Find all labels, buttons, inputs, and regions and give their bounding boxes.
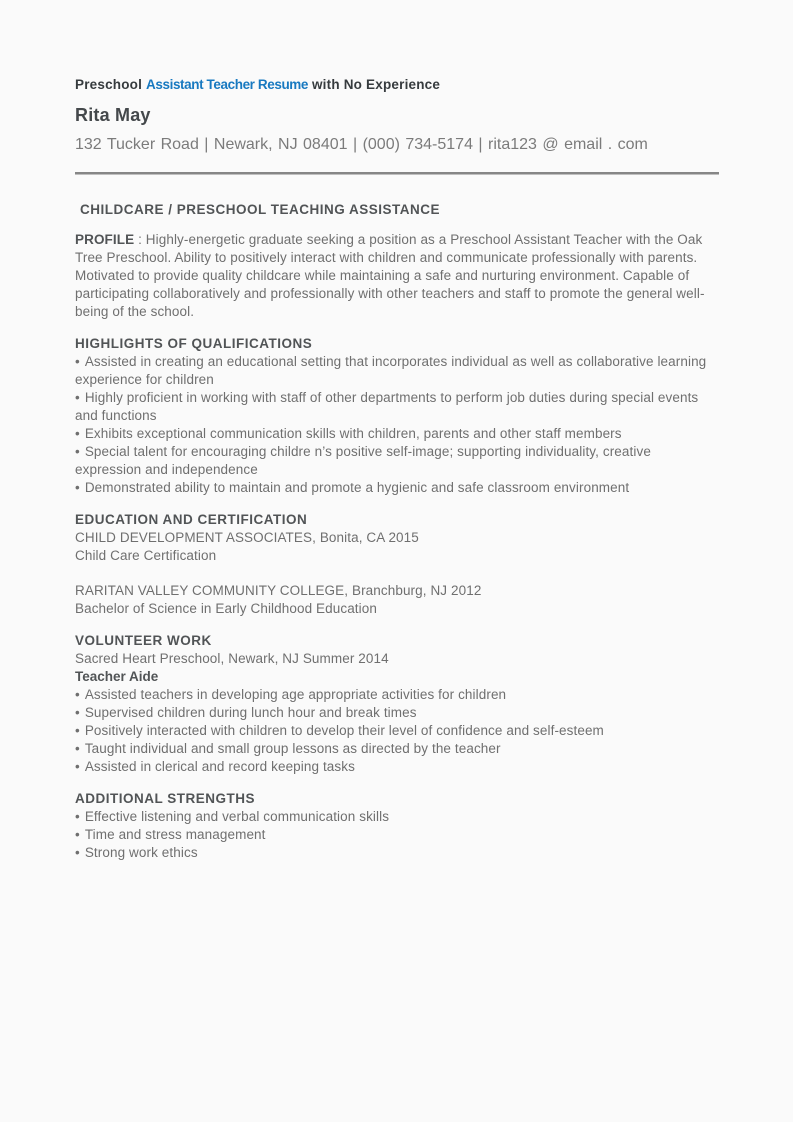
education-section (75, 511, 719, 618)
volunteer-list (75, 686, 719, 776)
education-entry (75, 529, 719, 565)
education-degree: Child Care Certification (75, 548, 217, 563)
education-degree: Bachelor of Science in Early Childhood Education (75, 601, 377, 616)
highlights-section (75, 335, 719, 497)
assistant-teacher-resume-link[interactable]: Assistant Teacher Resume (146, 77, 309, 92)
bullet-text: Assisted in clerical and record keeping tasks (84, 759, 355, 774)
resume-page (75, 76, 719, 862)
bullet-glyph: • (75, 845, 80, 860)
volunteer-organization: Sacred Heart Preschool, Newark, NJ Summer 2014 (75, 651, 389, 666)
candidate-name: Rita May (75, 105, 151, 125)
bullet-glyph: • (75, 741, 80, 756)
bullet-glyph: • (75, 426, 80, 441)
education-entry (75, 582, 719, 618)
highlights-list (75, 353, 719, 497)
profile-label: PROFILE (75, 232, 135, 247)
header-divider (75, 172, 719, 175)
bullet-item (75, 826, 719, 844)
education-list (75, 529, 719, 618)
bullet-glyph: • (75, 354, 80, 369)
bullet-glyph: • (75, 480, 80, 495)
bullet-item (75, 722, 719, 740)
bullet-item (75, 740, 719, 758)
bullet-item (75, 808, 719, 826)
bullet-text: Assisted teachers in developing age appropriate activities for children (84, 687, 507, 702)
bullet-glyph: • (75, 809, 80, 824)
profile-section (75, 231, 719, 321)
bullet-glyph: • (75, 687, 80, 702)
bullet-glyph: • (75, 827, 80, 842)
bullet-text: Demonstrated ability to maintain and promote a hygienic and safe classroom environment (84, 480, 630, 495)
volunteer-role: Teacher Aide (75, 669, 159, 684)
bullet-item (75, 704, 719, 722)
education-school: RARITAN VALLEY COMMUNITY COLLEGE, Branchburg, NJ 2012 (75, 583, 482, 598)
resume-main-heading: CHILDCARE / PRESCHOOL TEACHING ASSISTANCE (80, 202, 441, 217)
bullet-text: Effective listening and verbal communication skills (84, 809, 390, 824)
volunteer-section (75, 632, 719, 776)
education-heading: EDUCATION AND CERTIFICATION (75, 512, 308, 527)
highlights-heading: HIGHLIGHTS OF QUALIFICATIONS (75, 336, 313, 351)
bullet-glyph: • (75, 390, 80, 405)
bullet-item (75, 443, 719, 479)
bullet-item (75, 686, 719, 704)
bullet-text: Exhibits exceptional communication skills with children, parents and other staff members (84, 426, 622, 441)
bullet-text: Taught individual and small group lessons as directed by the teacher (84, 741, 501, 756)
bullet-text: Supervised children during lunch hour and break times (84, 705, 417, 720)
profile-separator: : (138, 232, 142, 247)
bullet-glyph: • (75, 705, 80, 720)
bullet-glyph: • (75, 444, 80, 459)
bullet-item (75, 425, 719, 443)
page-title-suffix: with No Experience (311, 77, 441, 92)
bullet-glyph: • (75, 759, 80, 774)
strengths-section (75, 790, 719, 862)
strengths-list (75, 808, 719, 862)
bullet-glyph: • (75, 723, 80, 738)
bullet-text: Time and stress management (84, 827, 266, 842)
bullet-text: Positively interacted with children to develop their level of confidence and self-esteem (84, 723, 604, 738)
bullet-item (75, 353, 719, 389)
bullet-item (75, 758, 719, 776)
volunteer-heading: VOLUNTEER WORK (75, 633, 212, 648)
bullet-text: Special talent for encouraging childre n’s positive self-image; supporting individuality, creative expression and independence (75, 444, 651, 477)
bullet-text: Highly proficient in working with staff of other departments to perform job duties during special events and functions (75, 390, 699, 423)
page-title (75, 76, 719, 93)
bullet-item (75, 479, 719, 497)
bullet-item (75, 844, 719, 862)
bullet-text: Assisted in creating an educational setting that incorporates individual as well as collaborative learning experience for children (75, 354, 707, 387)
profile-text: Highly-energetic graduate seeking a position as a Preschool Assistant Teacher with the Oak Tree Preschool. Ability to positively interact with children and communicate professionally with parents. Motivated to provide quality childcare while maintaining a safe and nurturing environment. Capable of participating collaboratively and professionally with other teachers and staff to promote the general well-being of the school. (75, 232, 705, 319)
contact-info: 132 Tucker Road | Newark, NJ 08401 | (000) 734-5174 | rita123 @ email . com (75, 136, 648, 153)
education-school: CHILD DEVELOPMENT ASSOCIATES, Bonita, CA 2015 (75, 530, 419, 545)
bullet-text: Strong work ethics (84, 845, 198, 860)
strengths-heading: ADDITIONAL STRENGTHS (75, 791, 256, 806)
page-title-prefix: Preschool (75, 77, 143, 92)
bullet-item (75, 389, 719, 425)
